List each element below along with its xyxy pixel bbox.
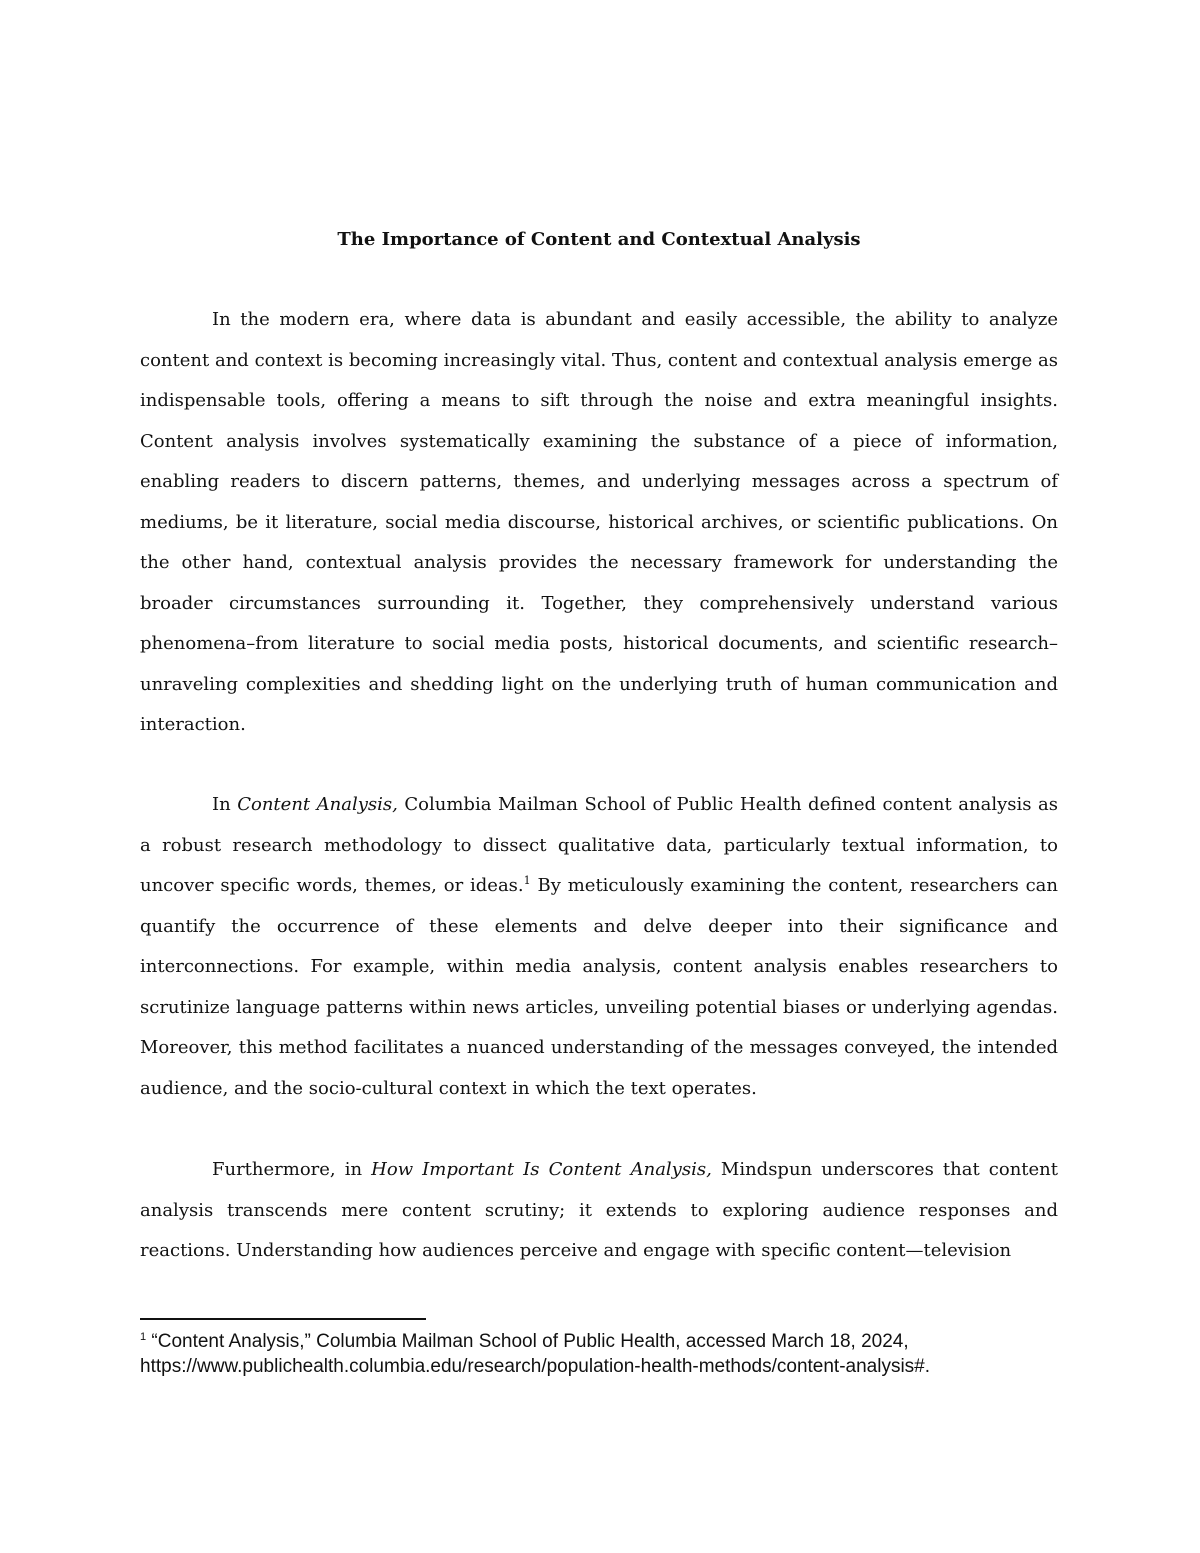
paragraph-intro [140,300,1058,746]
footnote-url[interactable]: https://www.publichealth.columbia.edu/research/population-health-methods/content-analysis#. [140,1356,931,1377]
paragraph-lead: Furthermore, in [212,1159,372,1180]
paragraph-content-analysis [140,785,1058,1109]
paragraph-intro-text: In the modern era, where data is abundant and easily accessible, the ability to analyze content and context is becoming increasingly vital. Thus, content and contextual analysis emerge as indispensable tools, offering a means to sift through the noise and extra meaningful insights. Content analysis involves systematically examining the substance of a piece of information, enabling readers to discern patterns, themes, and underlying messages across a spectrum of mediums, be it literature, social media discourse, historical archives, or scientific publications. On the other hand, contextual analysis provides the necessary framework for understanding the broader circumstances surrounding it. Together, they comprehensively understand various phenomena–from literature to social media posts, historical documents, and scientific research–unraveling complexities and shedding light on the underlying truth of human communication and interaction. [140,309,1058,735]
paragraph-text: Mindspun underscores that content analysis transcends mere content scrutiny; it extends to exploring audience responses and reactions. Understanding how audiences perceive and engage with specific content—television [140,1159,1058,1261]
footnote-number: 1 [140,1331,147,1343]
footnote-reference[interactable]: 1 [523,874,531,887]
footnote [140,1329,1070,1379]
paragraph-lead: In [212,794,238,815]
cited-work-title: How Important Is Content Analysis, [371,1159,712,1180]
paragraph-text: Columbia Mailman School of Public Health defined content analysis as a robust research methodology to dissect qualitative data, particularly textual information, to uncover specific words, themes, or ideas. [140,794,1058,896]
paragraph-text: By meticulously examining the content, researchers can quantify the occurrence of these elements and delve deeper into their significance and interconnections. For example, within media analysis, content analysis enables researchers to scrutinize language patterns within news articles, unveiling potential biases or underlying agendas. Moreover, this method facilitates a nuanced understanding of the messages conveyed, the intended audience, and the socio-cultural context in which the text operates. [140,875,1058,1099]
footnote-separator [140,1318,426,1320]
document-title: The Importance of Content and Contextual Analysis [337,229,861,250]
footnote-citation: “Content Analysis,” Columbia Mailman School of Public Health, accessed March 18, 2024, [146,1331,909,1352]
paragraph-audience [140,1150,1058,1272]
cited-work-title: Content Analysis, [237,794,398,815]
